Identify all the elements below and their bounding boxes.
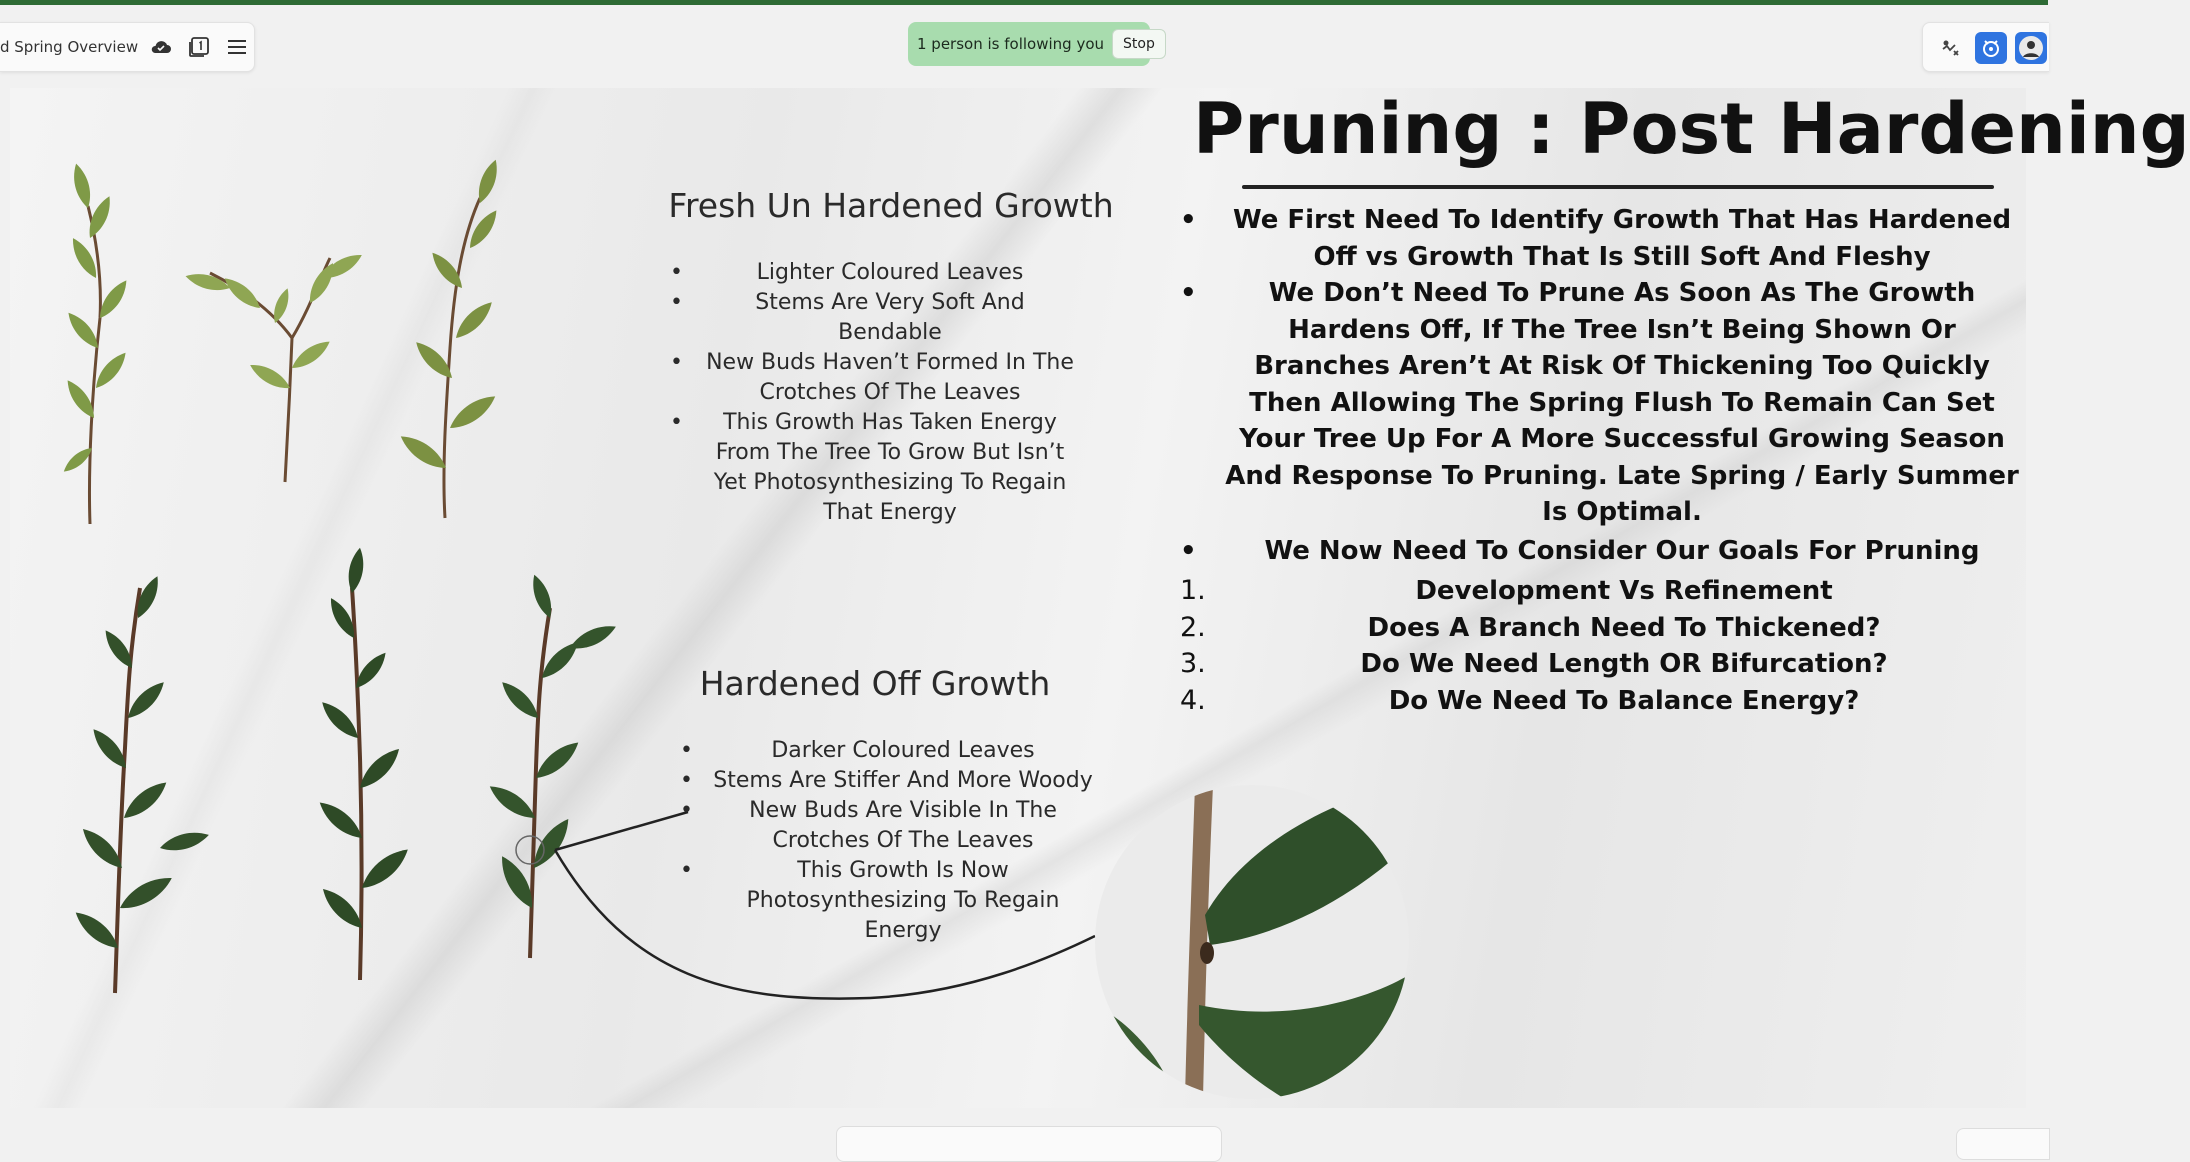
bud-closeup-image bbox=[1095, 785, 1409, 1099]
list-item: 1. Development Vs Refinement bbox=[1180, 575, 1833, 606]
menu-icon[interactable] bbox=[222, 32, 252, 62]
presence-icon[interactable] bbox=[1975, 32, 2007, 64]
list-item: • We Now Need To Consider Our Goals For Pruning bbox=[1218, 533, 2026, 570]
bottom-right-controls[interactable] bbox=[1956, 1128, 2050, 1160]
accessibility-icon[interactable] bbox=[1935, 32, 1967, 64]
hardened-growth-list bbox=[710, 736, 1096, 946]
top-accent-line bbox=[0, 0, 2048, 5]
list-item: • Lighter Coloured Leaves bbox=[700, 258, 1080, 288]
slide-canvas bbox=[10, 88, 2190, 1108]
cloud-icon[interactable] bbox=[146, 32, 176, 62]
fresh-sprig-3 bbox=[396, 157, 502, 518]
list-item: • This Growth Is Now Photosynthesizing To Regain Energy bbox=[710, 856, 1096, 946]
hardened-sprig-1 bbox=[70, 573, 210, 993]
following-indicator bbox=[908, 22, 1155, 66]
list-item: • New Buds Are Visible In The Crotches Of The Leaves bbox=[710, 796, 1096, 856]
list-item: • We First Need To Identify Growth That Has Hardened Off vs Growth That Is Still Soft And Fleshy bbox=[1218, 202, 2026, 275]
list-item: • Darker Coloured Leaves bbox=[710, 736, 1096, 766]
following-text: 1 person is following you bbox=[917, 35, 1105, 53]
collaboration-toolbar bbox=[1922, 22, 2049, 72]
list-item: • Stems Are Stiffer And More Woody bbox=[710, 766, 1096, 796]
title-underline bbox=[1242, 185, 1994, 189]
list-item: • We Don’t Need To Prune As Soon As The Growth Hardens Off, If The Tree Isn’t Being Shown Or Branches Aren’t At Risk Of Thickening Too Quickly Then Allowing The Spring Flush To Remain Can Set Your Tree Up For A More Successful Growing Season And Response To Pruning. Late Spring / Early Summer Is Optimal. bbox=[1218, 275, 2026, 531]
fresh-growth-heading: Fresh Un Hardened Growth bbox=[668, 186, 1114, 225]
document-title[interactable]: d Spring Overview bbox=[0, 38, 139, 56]
list-item: • Stems Are Very Soft And Bendable bbox=[700, 288, 1080, 348]
list-item: • This Growth Has Taken Energy From The Tree To Grow But Isn’t Yet Photosynthesizing To Regain That Energy bbox=[700, 408, 1080, 528]
list-item: 4. Do We Need To Balance Energy? bbox=[1180, 684, 1860, 716]
fresh-sprig-2 bbox=[184, 249, 365, 482]
goals-numbered-list bbox=[1180, 573, 2016, 719]
fresh-sprig-1 bbox=[60, 162, 132, 524]
hardened-sprig-3 bbox=[485, 572, 619, 958]
list-item: 3. Do We Need Length OR Bifurcation? bbox=[1180, 648, 1888, 679]
goals-intro-list bbox=[1218, 533, 2026, 570]
list-item: 2. Does A Branch Need To Thickened? bbox=[1180, 611, 1881, 643]
list-item: • New Buds Haven’t Formed In The Crotches Of The Leaves bbox=[700, 348, 1080, 408]
fresh-growth-list bbox=[700, 258, 1080, 528]
key-points-list bbox=[1218, 202, 2026, 531]
slide-title: Pruning : Post Hardening bbox=[1193, 88, 2190, 170]
sharing-notice-bar[interactable] bbox=[836, 1126, 1222, 1162]
plant-cuttings-illustration bbox=[10, 88, 1210, 1108]
slide-number-icon[interactable] bbox=[184, 32, 214, 62]
connector-line-1 bbox=[555, 812, 688, 850]
stop-following-button[interactable]: Stop bbox=[1112, 29, 1166, 59]
hardened-growth-heading: Hardened Off Growth bbox=[699, 664, 1051, 703]
hardened-sprig-2 bbox=[314, 547, 413, 980]
avatar[interactable] bbox=[2015, 32, 2047, 64]
presentation-toolbar bbox=[0, 22, 255, 72]
